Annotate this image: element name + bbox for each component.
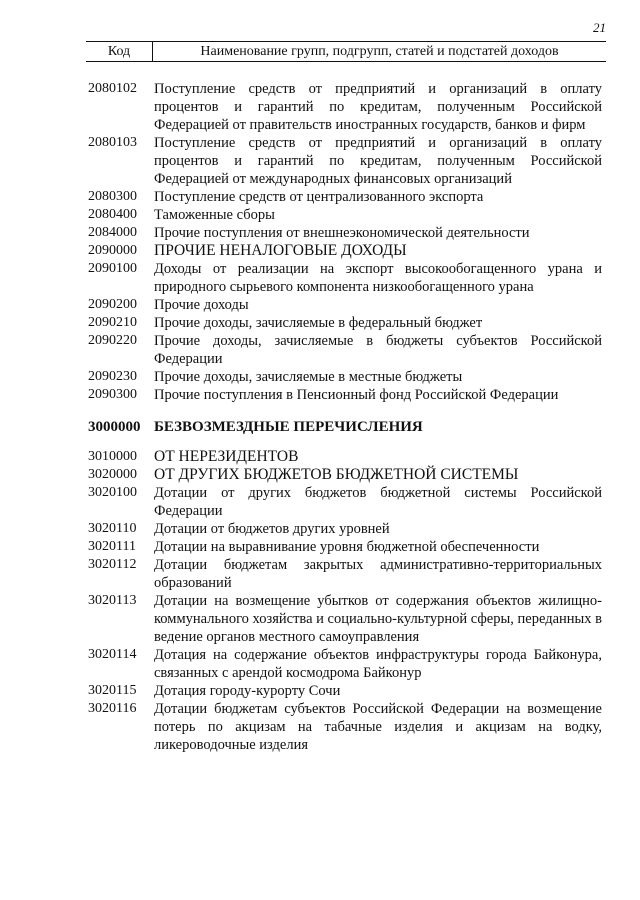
row-code: 2080400: [88, 207, 137, 222]
table-row: [88, 332, 602, 368]
table-row: [88, 80, 602, 134]
row-code: 2090210: [88, 315, 137, 330]
row-code: 3020113: [88, 593, 137, 608]
row-text: Дотации на возмещение убытков от содержания объектов жилищно-коммунального хозяйства и социально-культурной сферы, переданных в ведение органов местного самоуправления: [154, 593, 602, 645]
table-row-group: [88, 466, 602, 484]
row-text: Поступление средств от предприятий и организаций в оплату процентов и гарантий по кредитам, полученным Российской Федерацией от международных финансовых организаций: [154, 135, 602, 187]
table-header: [86, 41, 606, 62]
row-code: 2090200: [88, 297, 137, 312]
table-row: [88, 296, 602, 314]
page-number: 21: [593, 20, 606, 35]
table-row-group: [88, 242, 602, 260]
row-code: 2080300: [88, 189, 137, 204]
table-row: [88, 520, 602, 538]
table-row: [88, 592, 602, 646]
table-row: [88, 134, 602, 188]
table-row: [88, 484, 602, 520]
row-code: 2080102: [88, 81, 137, 96]
row-text: Дотации бюджетам субъектов Российской Федерации на возмещение потерь по акцизам на табачные изделия и акцизам на водку, ликероводочные изделия: [154, 701, 602, 753]
header-code-column: Код: [86, 42, 153, 61]
row-code: 3020000: [88, 467, 137, 482]
section-title: БЕЗВОЗМЕЗДНЫЕ ПЕРЕЧИСЛЕНИЯ: [154, 419, 423, 435]
row-code: 2090100: [88, 261, 137, 276]
row-code: 3020116: [88, 701, 137, 716]
table-row-group: [88, 448, 602, 466]
row-code: 3020114: [88, 647, 137, 662]
header-name-column: Наименование групп, подгрупп, статей и подстатей доходов: [200, 44, 559, 59]
table-row: [88, 386, 602, 404]
row-code: 2084000: [88, 225, 137, 240]
table-row: [88, 224, 602, 242]
row-text: Доходы от реализации на экспорт высокообогащенного урана и природного сырьевого компонента низкообогащенного урана: [154, 261, 602, 295]
row-code: 2080103: [88, 135, 137, 150]
row-code: 3020100: [88, 485, 137, 500]
row-text: Прочие поступления от внешнеэкономической деятельности: [154, 225, 530, 241]
row-text: Таможенные сборы: [154, 207, 275, 223]
row-text: Поступление средств от предприятий и организаций в оплату процентов и гарантий по кредитам, полученным Российской Федерацией от правительств иностранных государств, банков и фирм: [154, 81, 602, 133]
row-code: 3020112: [88, 557, 137, 572]
row-text: Дотация городу-курорту Сочи: [154, 683, 341, 699]
table-row: [88, 682, 602, 700]
row-code: 2090230: [88, 369, 137, 384]
row-text: Прочие доходы: [154, 297, 249, 313]
table-row: [88, 206, 602, 224]
row-code: 3020111: [88, 539, 136, 554]
row-text: Дотации на выравнивание уровня бюджетной обеспеченности: [154, 539, 540, 555]
row-text: Прочие доходы, зачисляемые в местные бюджеты: [154, 369, 463, 385]
section-code: 3000000: [88, 419, 141, 435]
row-text: Поступление средств от централизованного экспорта: [154, 189, 484, 205]
row-text: Дотации от других бюджетов бюджетной системы Российской Федерации: [154, 485, 602, 519]
table-row: [88, 538, 602, 556]
row-text: Дотации бюджетам закрытых административно-территориальных образований: [154, 557, 602, 591]
row-code: 2090000: [88, 243, 137, 258]
row-code: 2090220: [88, 333, 137, 348]
table-row: [88, 556, 602, 592]
row-text: Дотация на содержание объектов инфраструктуры города Байконура, связанных с арендой космодрома Байконур: [154, 647, 602, 681]
table-row: [88, 314, 602, 332]
row-text: Прочие доходы, зачисляемые в бюджеты субъектов Российской Федерации: [154, 333, 602, 367]
table-row: [88, 368, 602, 386]
table-row: [88, 188, 602, 206]
row-text: Прочие поступления в Пенсионный фонд Российской Федерации: [154, 387, 559, 403]
section-heading: [88, 418, 602, 436]
row-text: Дотации от бюджетов других уровней: [154, 521, 390, 537]
row-text: ОТ ДРУГИХ БЮДЖЕТОВ БЮДЖЕТНОЙ СИСТЕМЫ: [154, 466, 519, 483]
row-code: 3020115: [88, 683, 137, 698]
row-code: 3010000: [88, 449, 137, 464]
row-text: ОТ НЕРЕЗИДЕНТОВ: [154, 448, 299, 465]
row-text: Прочие доходы, зачисляемые в федеральный бюджет: [154, 315, 483, 331]
row-code: 3020110: [88, 521, 137, 536]
table-row: [88, 700, 602, 754]
table-row: [88, 260, 602, 296]
row-text: ПРОЧИЕ НЕНАЛОГОВЫЕ ДОХОДЫ: [154, 242, 407, 259]
revenue-code-list: [88, 80, 602, 754]
row-code: 2090300: [88, 387, 137, 402]
table-row: [88, 646, 602, 682]
